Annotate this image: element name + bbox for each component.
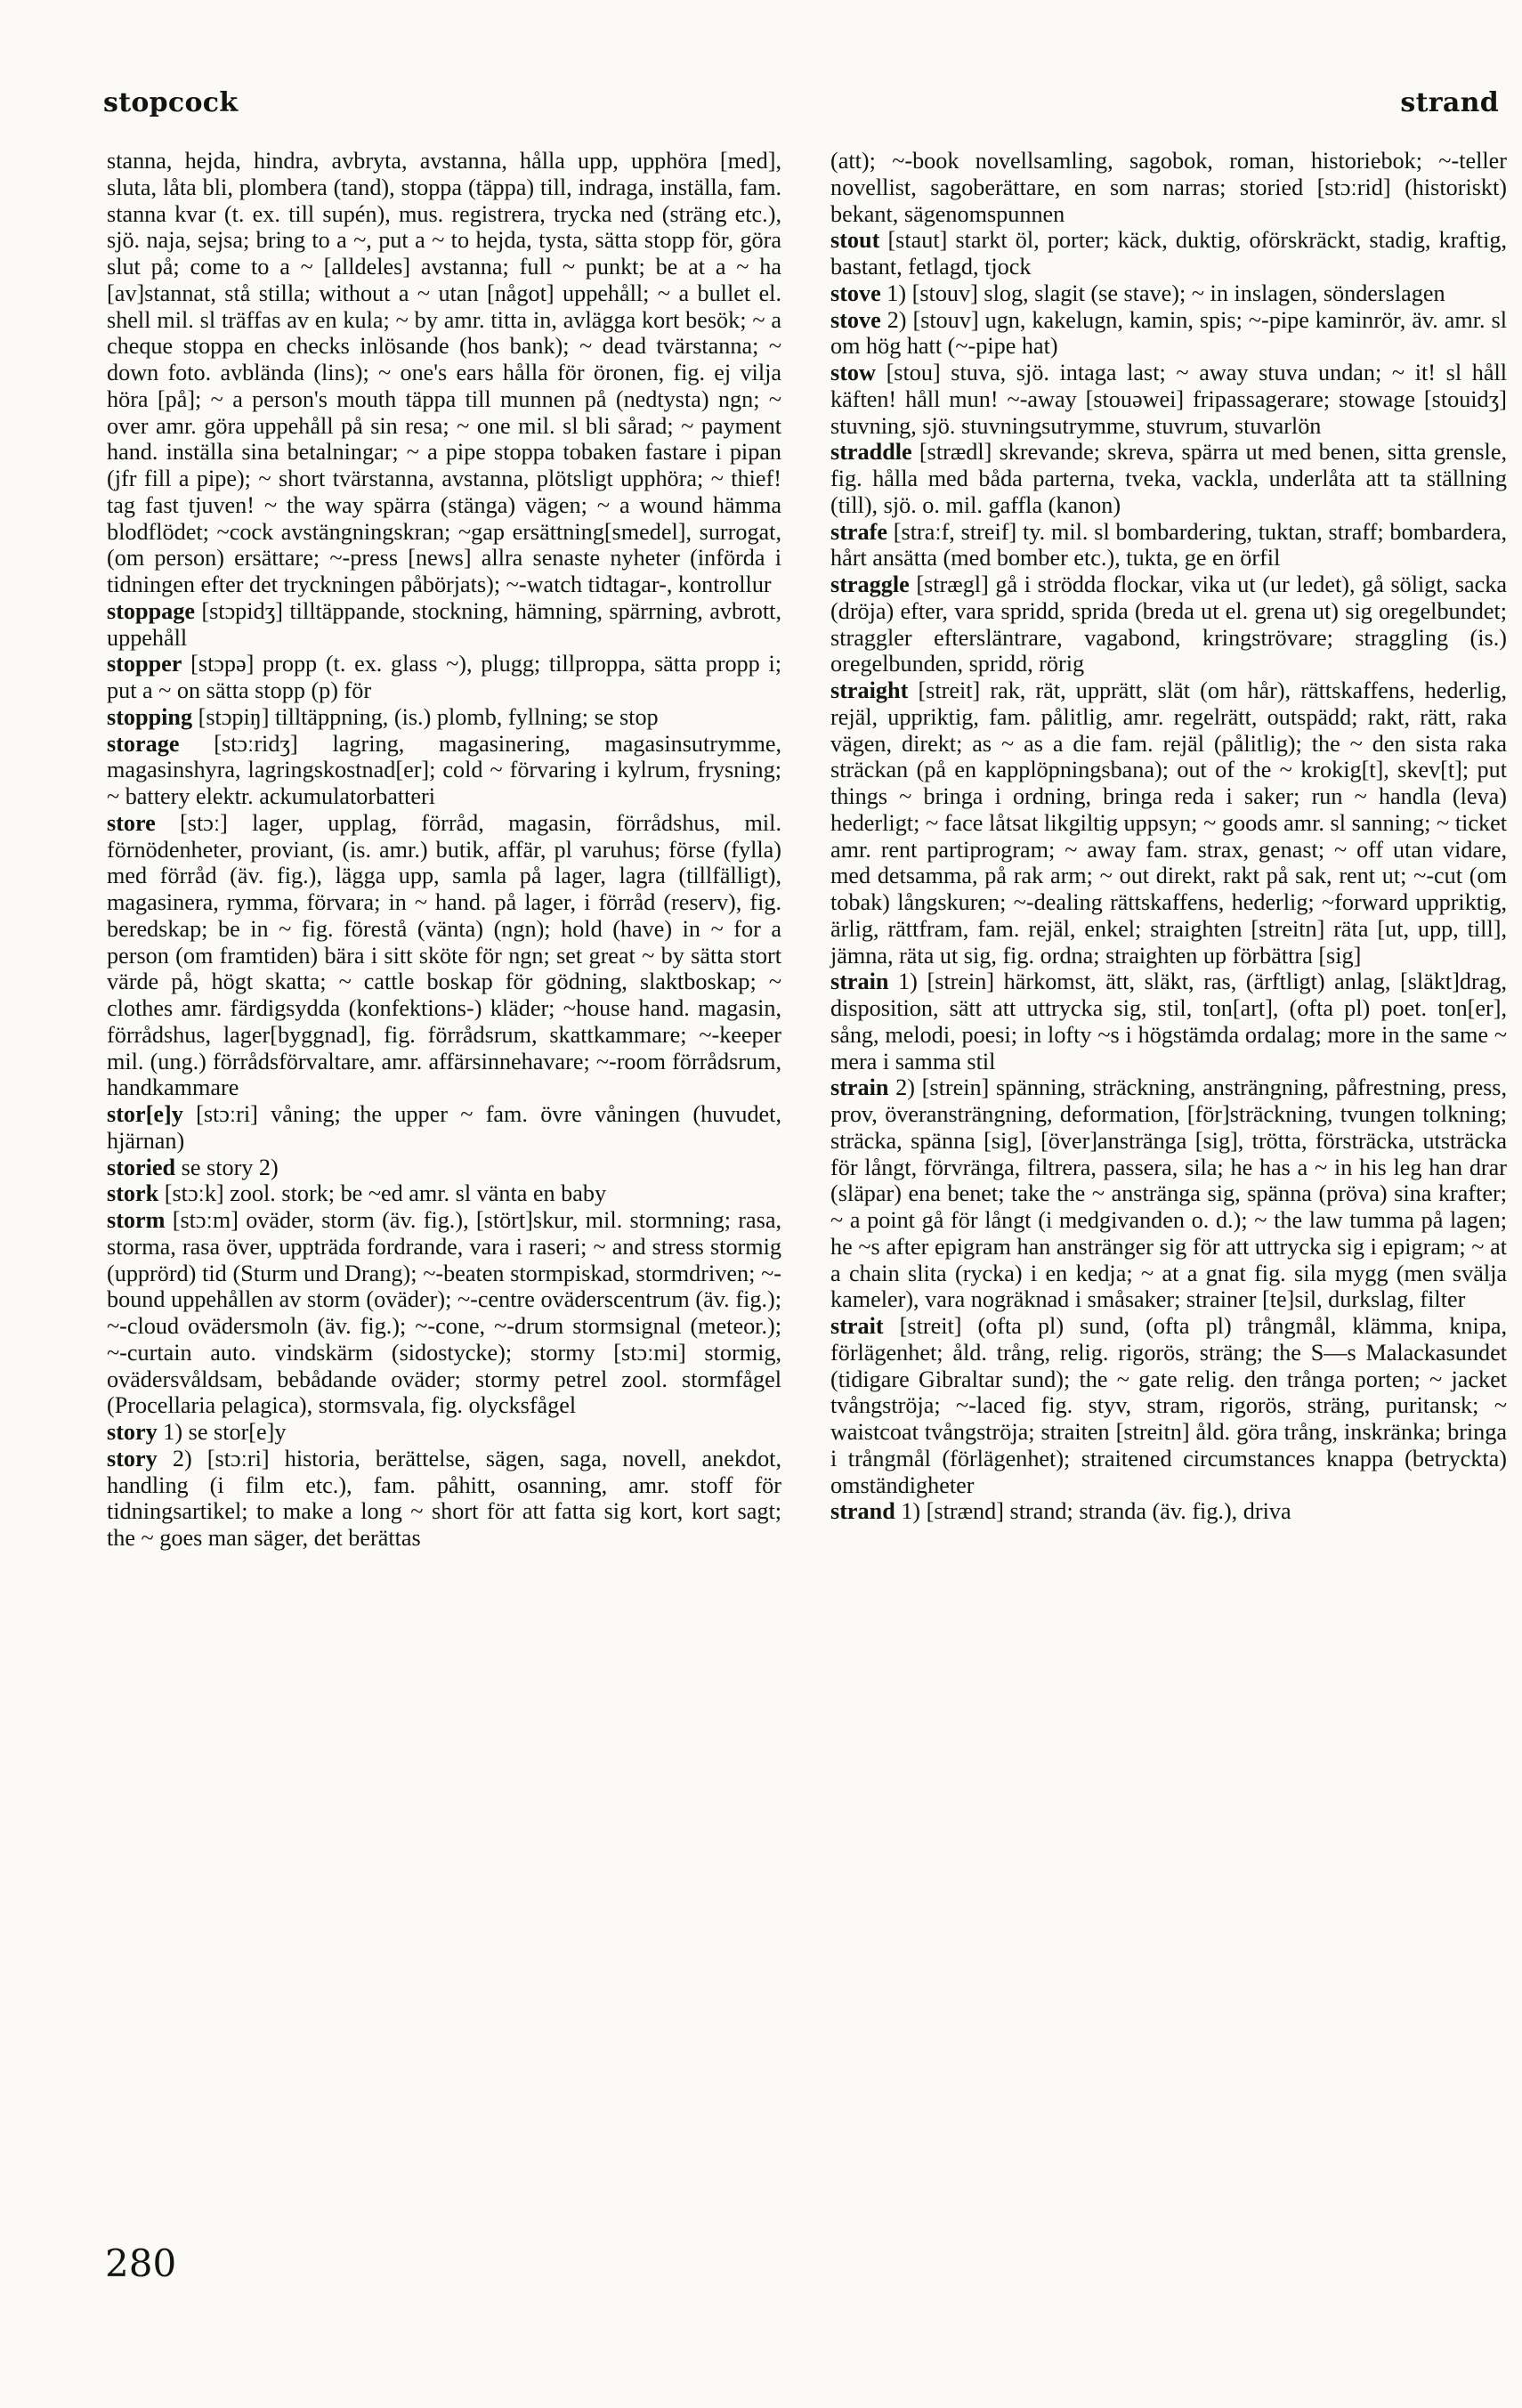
dictionary-entry [107,148,781,598]
dictionary-entry [107,1446,781,1552]
headword: strain [830,1074,889,1101]
entry-definition: [stɔːri] våning; the upper ~ fam. övre våningen (huvudet, hjärnan) [107,1101,781,1154]
dictionary-entry [107,1101,781,1155]
headword: store [107,809,156,836]
headword: stout [830,227,880,254]
dictionary-entry [107,598,781,652]
entry-definition: (att); ~-book novellsamling, sagobok, roman, historiebok; ~-teller novellist, sagoberättare, en som narras; storied [stɔːrid] (historiskt) bekant, sägenomspunnen [830,148,1507,227]
dictionary-entry [107,810,781,1101]
dictionary-entry [107,731,781,810]
entry-definition: 2) [strein] spänning, sträckning, ansträngning, påfrestning, press, prov, överansträngning, deformation, [för]sträckning, tvungen tolkning; sträcka, spänna [sig], [över]anstränga [sig], trötta, försträcka, utsträcka för långt, förvränga, filtrera, passera, sila; he has a ~ in his leg han drar (släpar) ena benet; take the ~ anstränga sig, spänna (pröva) sina krafter; ~ a point gå för långt (i medgivanden o. d.); ~ the law tumma på lagen; he ~s after epigram han anstränger sig för att uttrycka sig i epigram; ~ at a chain slita (rycka) i en kedja; ~ at a gnat fig. sila mygg (men svälja kameler), vara nogräknad i småsaker; strainer [te]sil, durkslag, filter [830,1074,1507,1313]
dictionary-entry [830,572,1507,677]
headword: strand [830,1498,895,1525]
dictionary-entry [830,280,1507,307]
entry-definition: 1) se stor[e]y [163,1419,287,1445]
entry-definition: 1) [stouv] slog, slagit (se stave); ~ in inslagen, sönderslagen [886,280,1445,306]
dictionary-entry [107,1180,781,1207]
entry-definition: [staut] starkt öl, porter; käck, duktig, oförskräckt, stadig, kraftig, bastant, fetlagd, tjock [830,227,1507,280]
entry-definition: se story 2) [181,1154,279,1180]
headword: stork [107,1180,159,1207]
entry-definition: [stɔːm] oväder, storm (äv. fig.), [stört]skur, mil. stormning; rasa, storma, rasa över, uppträda fordrande, vara i raseri; ~ and stress stormig (upprörd) tid (Sturm und Drang); ~-beaten stormpiskad, stormdriven; ~-bound uppehållen av storm (oväder); ~-centre oväderscentrum (äv. fig.); ~-cloud ovädersmoln (äv. fig.); ~-cone, ~-drum stormsignal (meteor.); ~-curtain auto. vindskärm (sidostycke); stormy [stɔːmi] stormig, ovädersvåldsam, bebådande oväder; stormy petrel zool. stormfågel (Procellaria pelagica), stormsvala, fig. olycksfågel [107,1207,781,1419]
headword: straddle [830,439,912,466]
dictionary-entry [830,148,1507,227]
headword: story [107,1419,158,1445]
headword: stove [830,280,881,306]
right-column [830,148,1507,1525]
entry-definition: [stou] stuva, sjö. intaga last; ~ away stuva undan; ~ it! sl håll käften! håll mun! ~-away [stouəwei] fripassagerare; stowage [stouidʒ] stuvning, sjö. stuvningsutrymme, stuvrum, stuvarlön [830,360,1507,439]
entry-definition: [stɔːk] zool. stork; be ~ed amr. sl vänta en baby [164,1180,607,1207]
entry-definition: [stɔpiŋ] tilltäppning, (is.) plomb, fyllning; se stop [198,703,659,730]
entry-definition: [streit] rak, rät, upprätt, slät (om hår), rättskaffens, hederlig, rejäl, uppriktig, fam. pålitlig, amr. regelrätt, outspädd; rakt, rätt, raka vägen, direkt; as ~ as a die fam. rejäl (pålitlig); the ~ den sista raka sträckan (på en kapplöpningsbana); out of the ~ krokig[t], skev[t]; put things ~ bringa i ordning, bringa reda i saker; run ~ handla (leva) hederligt; ~ face låtsat likgiltig uppsyn; ~ goods amr. sl sanning; ~ ticket amr. rent partiprogram; ~ away fam. strax, genast; ~ off utan vidare, med detsamma, på rak arm; ~ out direkt, rakt på sak, rent ut; ~-cut (om tobak) långskuren; ~-dealing rättskaffens, hederlig; ~forward uppriktig, ärlig, rättfram, fam. rejäl, enkel; straighten [streitn] räta [ut, upp, till], jämna, räta ut sig, fig. ordna; straighten up förbättra [sig] [830,677,1507,969]
dictionary-entry [830,1313,1507,1498]
headword: stor[e]y [107,1101,183,1127]
headword: story [107,1445,158,1472]
guide-word-right: strand [1400,87,1499,118]
headword: storage [107,730,180,757]
entry-definition: [stɔpə] propp (t. ex. glass ~), plugg; tillproppa, sätta propp i; put a ~ on sätta stopp (p) för [107,651,781,703]
entry-definition: [strægl] gå i strödda flockar, vika ut (ur ledet), gå söligt, sacka (dröja) efter, vara spridd, sprida (breda ut el. grena ut) sig oregelbundet; straggler eftersläntrare, vagabond, kringströvare; straggling (is.) oregelbunden, spridd, rörig [830,572,1507,677]
entry-definition: [stɔːridʒ] lagring, magasinering, magasinsutrymme, magasinshyra, lagringskostnad[er]; cold ~ förvaring i kylrum, frysning; ~ battery elektr. ackumulatorbatteri [107,730,781,809]
dictionary-entry [107,1207,781,1419]
entry-definition: 1) [strein] härkomst, ätt, släkt, ras, (ärftligt) anlag, [släkt]drag, disposition, sätt att uttrycka sig, stil, ton[art], (ofta pl) poet. ton[er], sång, melodi, poesi; in lofty ~s i högstämda ordalag; more in the same ~ mera i samma stil [830,969,1507,1074]
headword: straggle [830,572,910,597]
guide-word-left: stopcock [103,87,239,118]
entry-definition: [stɔpidʒ] tilltäppande, stockning, hämning, spärrning, avbrott, uppehåll [107,597,781,651]
headword: strain [830,969,889,995]
dictionary-entry [830,519,1507,572]
entry-definition: 2) [stouv] ugn, kakelugn, kamin, spis; ~-pipe kaminrör, äv. amr. sl om hög hatt (~-pipe hat) [830,306,1507,360]
dictionary-entry [830,439,1507,518]
dictionary-entry [107,1155,781,1181]
dictionary-entry [107,651,781,704]
dictionary-entry [830,1074,1507,1313]
dictionary-entry [830,307,1507,361]
headword: stow [830,360,876,385]
headword: strafe [830,518,887,545]
headword: stove [830,306,881,333]
entry-definition: stanna, hejda, hindra, avbryta, avstanna, hålla upp, upphöra [med], sluta, låta bli, plombera (tand), stoppa (täppa) till, indraga, inställa, fam. stanna kvar (t. ex. till supén), mus. registrera, trycka ned (sträng etc.), sjö. naja, sejsa; bring to a ~, put a ~ to hejda, tysta, sätta stopp för, göra slut på; come to a ~ [alldeles] avstanna; full ~ punkt; be at a ~ ha [av]stannat, stå stilla; without a ~ utan [något] uppehåll; ~ a bullet el. shell mil. sl träffas av en kula; ~ by amr. titta in, avlägga kort besök; ~ a cheque stoppa en checks inlösande (hos bank); ~ dead tvärstanna; ~ down foto. avblända (lins); ~ one's ears hålla för öronen, fig. ej vilja höra [på]; ~ a person's mouth täppa till munnen på (nedtysta) ngn; ~ over amr. göra uppehåll på sin resa; ~ one mil. sl bli sårad; ~ payment hand. inställa sina betalningar; ~ a pipe stoppa tobaken fastare i pipan (jfr fill a pipe); ~ short tvärstanna, avstanna, plötsligt upphöra; ~ thief! tag fast tjuven! ~ the way spärra (stänga) vägen; ~ a wound hämma blodflödet; ~cock avstängningskran; ~gap ersättning[smedel], surrogat, (om person) ersättare; ~-press [news] allra senaste nyheter (införda i tidningen efter det tryckningen påbörjats); ~-watch tidtagar-, kontrollur [107,148,781,597]
page-number: 280 [105,2242,177,2285]
dictionary-entry [107,704,781,731]
entry-definition: 2) [stɔːri] historia, berättelse, sägen, saga, novell, anekdot, handling (i film etc.), fam. påhitt, osanning, amr. stoff för tidningsartikel; to make a long ~ short för att fatta sig kort, kort sagt; the ~ goes man säger, det berättas [107,1445,781,1551]
entry-definition: [streit] (ofta pl) sund, (ofta pl) trångmål, klämma, knipa, förlägenhet; åld. trång, relig. rigorös, sträng; the S—s Malackasundet (tidigare Gibraltar sund); the ~ gate relig. den trånga porten; ~ jacket tvångströja; ~-laced fig. styv, stram, rigorös, sträng, puritansk; ~ waistcoat tvångströja; straiten [streitn] åld. göra trång, inskränka; bringa i trångmål (förlägenhet); straitened circumstances knappa (betryckta) omständigheter [830,1313,1508,1498]
entry-definition: [straːf, streif] ty. mil. sl bombardering, tuktan, straff; bombardera, hårt ansätta (med bomber etc.), tukta, ge en örfil [830,518,1507,572]
entry-definition: [stɔː] lager, upplag, förråd, magasin, förrådshus, mil. förnödenheter, proviant, (is. amr.) butik, affär, pl varuhus; förse (fylla) med förråd (äv. fig.), lägga upp, samla på lager, lagra (tillfälligt), magasinera, rymma, förvara; in ~ hand. på lager, i förråd (reserv), fig. beredskap; be in ~ fig. förestå (vänta) (ngn); hold (have) in ~ for a person (om framtiden) bära i sitt sköte för ngn; set great ~ by sätta stort värde på, högt skatta; ~ cattle boskap för gödning, slaktboskap; ~ clothes amr. färdigsydda (konfektions-) kläder; ~house hand. magasin, förrådshus, lager[byggnad], fig. förrådsrum, skattkammare; ~-keeper mil. (ung.) förrådsförvaltare, amr. affärsinnehavare; ~-room förrådsrum, handkammare [107,809,781,1101]
dictionary-entry [830,360,1507,439]
headword: straight [830,677,909,703]
dictionary-entry [830,969,1507,1074]
dictionary-entry [830,1498,1507,1525]
headword: storm [107,1207,166,1233]
dictionary-entry [107,1419,781,1446]
headword: strait [830,1313,884,1339]
left-column [107,148,781,1552]
headword: stopping [107,703,193,730]
dictionary-entry [830,227,1507,280]
headword: stopper [107,651,182,677]
headword: storied [107,1154,176,1180]
headword: stoppage [107,597,195,624]
dictionary-entry [830,677,1507,969]
entry-definition: 1) [strænd] strand; stranda (äv. fig.), driva [901,1498,1291,1525]
entry-definition: [strædl] skrevande; skreva, spärra ut med benen, sitta grensle, fig. hålla med båda parterna, tveka, vackla, underlåta att ta ställning (till), sjö. o. mil. gaffla (kanon) [830,439,1507,518]
